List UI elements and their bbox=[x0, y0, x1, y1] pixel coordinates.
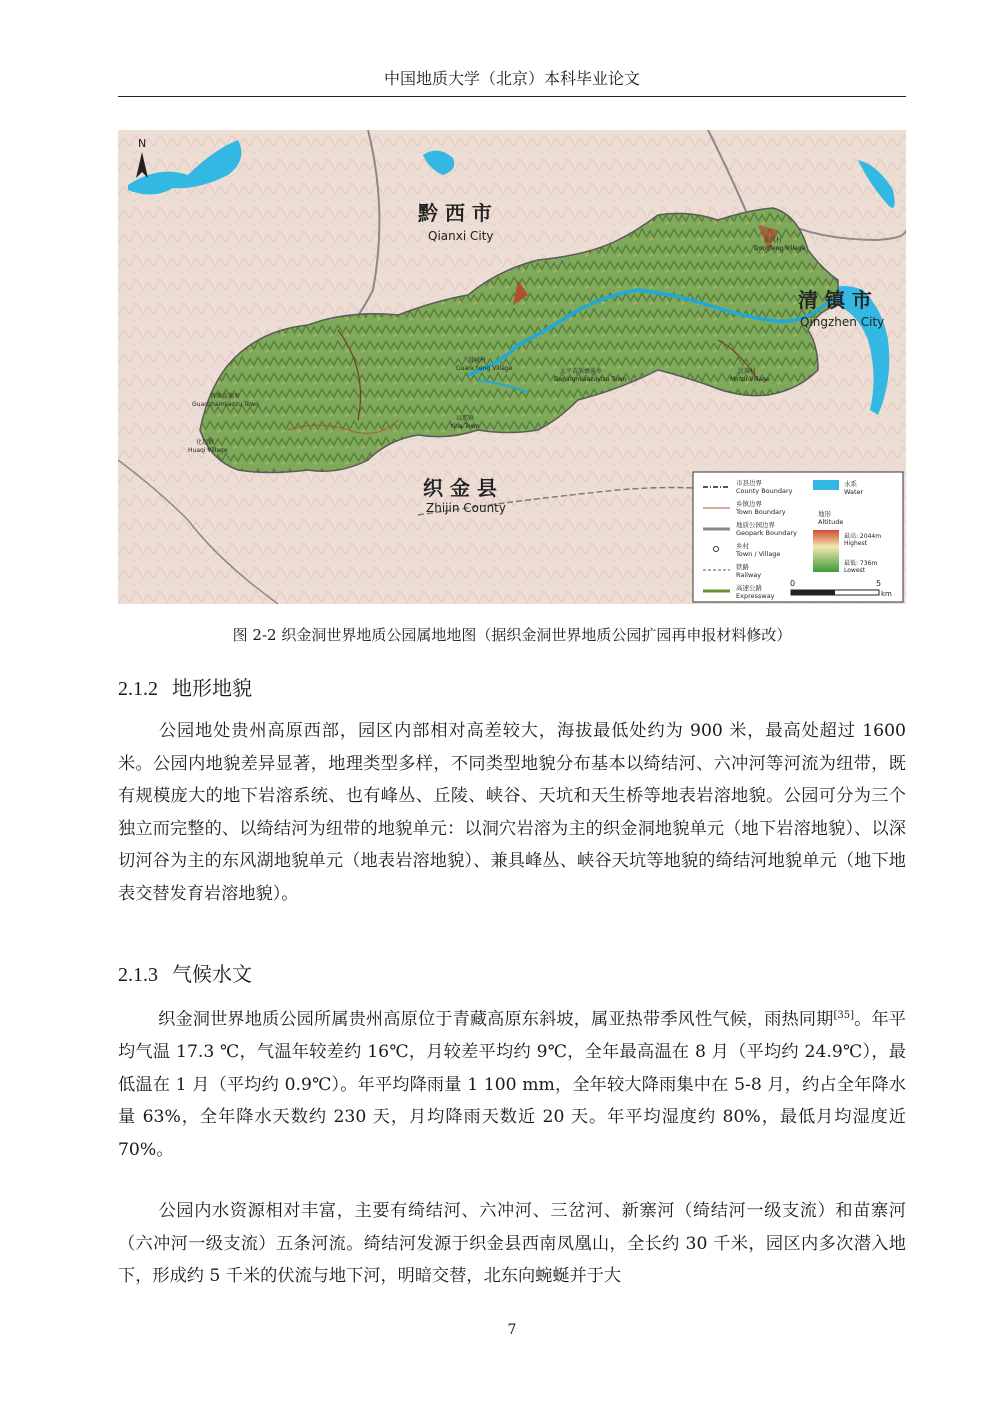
svg-text:市县边界: 市县边界 bbox=[736, 479, 762, 487]
geopark-map bbox=[118, 130, 906, 604]
paragraph-text: 公园地处贵州高原西部，园区内部相对高差较大，海拔最低处约为 900 米，最高处超过 1600 米。公园内地貌差异显著，地理类型多样，不同类型地貌分布基本以绮结河、六冲河等河流为纽带，既有规模庞大的地下岩溶系统、也有峰丛、丘陵、峡谷、天坑和天生桥等地表岩溶地貌。公园可分为三个独立而完整的、以绮结河为纽带的地貌单元：以洞穴岩溶为主的织金洞地貌单元（地下岩溶地貌）、以深切河谷为主的东风湖地貌单元（地表岩溶地貌）、兼具峰丛、峡谷天坑等地貌的绮结河地貌单元（地下地表交替发育岩溶地貌）。 bbox=[118, 721, 906, 904]
svg-text:地形: 地形 bbox=[818, 510, 831, 518]
svg-text:Altitude: Altitude bbox=[818, 518, 844, 526]
section-number: 2.1.2 bbox=[118, 678, 158, 700]
svg-text:最高: 2044m: 最高: 2044m bbox=[844, 533, 882, 540]
section-heading bbox=[118, 672, 252, 701]
svg-text:Expressway: Expressway bbox=[736, 592, 775, 600]
paragraph bbox=[118, 1195, 906, 1293]
svg-text:铁路: 铁路 bbox=[736, 563, 749, 571]
svg-text:0: 0 bbox=[790, 579, 796, 588]
svg-text:Highest: Highest bbox=[844, 540, 867, 547]
village-label-en: Minzu Village bbox=[730, 376, 770, 383]
page-number: 7 bbox=[507, 1322, 517, 1338]
village-label: 东风村 bbox=[764, 237, 783, 244]
section-number: 2.1.3 bbox=[118, 964, 158, 986]
svg-text:乡镇边界: 乡镇边界 bbox=[736, 500, 762, 508]
village-label: 民族村 bbox=[738, 368, 757, 375]
svg-text:5: 5 bbox=[876, 579, 882, 588]
village-label: 大平苗族彝族乡 bbox=[560, 368, 603, 375]
header-rule bbox=[118, 96, 906, 97]
city-label-qianxi: 黔 西 市 bbox=[418, 201, 492, 225]
altitude-gradient bbox=[813, 530, 839, 572]
village-label-en: Guancheng Village bbox=[456, 365, 513, 372]
paragraph-text: 公园内水资源相对丰富，主要有绮结河、六冲河、三岔河、新寨河（绮结河一级支流）和苗寨河（六冲河一级支流）五条河流。绮结河发源于织金县西南凤凰山，全长约 30 千米，园区内多次潜入地下，形成约 5 千米的伏流与地下河，明暗交替，北东向蜿蜒并于大 bbox=[118, 1201, 906, 1286]
city-label-qingzhen: 清 镇 市 bbox=[798, 288, 872, 312]
svg-text:Geopark Boundary: Geopark Boundary bbox=[736, 529, 797, 537]
svg-text:Lowest: Lowest bbox=[844, 567, 865, 574]
svg-text:最低: 736m: 最低: 736m bbox=[844, 560, 878, 567]
village-label: 以那镇 bbox=[456, 415, 475, 422]
village-label: 贯城村 bbox=[468, 357, 487, 364]
village-label-en: Yina Town bbox=[450, 423, 480, 430]
svg-text:County Boundary: County Boundary bbox=[736, 487, 793, 495]
section-title: 气候水文 bbox=[172, 962, 252, 986]
section-title: 地形地貌 bbox=[172, 676, 252, 700]
legend-water-swatch bbox=[813, 480, 839, 490]
village-label-en: Dongfeng Village bbox=[754, 245, 806, 252]
village-label-en: Huaqi Village bbox=[188, 447, 228, 454]
village-label: 化起镇 bbox=[196, 439, 215, 446]
figure-caption: 图 2-2 织金洞世界地质公园属地地图（据织金洞世界地质公园扩园再申报材料修改） bbox=[232, 626, 792, 644]
svg-text:乡村: 乡村 bbox=[736, 542, 749, 550]
north-label: N bbox=[138, 137, 147, 150]
citation: [35] bbox=[833, 1010, 855, 1021]
paragraph bbox=[118, 1000, 906, 1166]
running-header: 中国地质大学（北京）本科毕业论文 bbox=[383, 69, 640, 88]
paragraph-text: 。年平均气温 17.3 ℃，气温年较差约 16℃，月较差平均约 9℃，全年最高温在 8 月（平均约 24.9℃），最低温在 1 月（平均约 0.9℃）。年平均降雨量 1 100 mm，全年较大降雨集中在 5-8 月，约占全年降水量 63%，全年降水天数约 230 天，月均降雨天数近 20 天。年平均湿度约 80%，最低月均湿度近 70%。 bbox=[118, 1009, 906, 1160]
city-label-qianxi-en: Qianxi City bbox=[428, 229, 494, 243]
paragraph-text: 织金洞世界地质公园所属贵州高原位于青藏高原东斜坡，属亚热带季风性气候，雨热同期 bbox=[158, 1009, 834, 1030]
svg-text:Railway: Railway bbox=[736, 571, 762, 579]
svg-text:高速公路: 高速公路 bbox=[736, 584, 762, 592]
svg-text:水系: 水系 bbox=[844, 480, 857, 488]
svg-text:Town / Village: Town / Village bbox=[736, 550, 781, 558]
city-label-qingzhen-en: Qingzhen City bbox=[800, 315, 885, 329]
village-label-en: Guanzhaimiaozu Town bbox=[192, 401, 259, 408]
paragraph bbox=[118, 715, 906, 910]
village-label-en: Dapingmiaozuyizu Town bbox=[554, 376, 627, 383]
city-label-zhijin: 织 金 县 bbox=[423, 476, 497, 500]
city-label-zhijin-en: Zhijin County bbox=[426, 501, 506, 515]
village-label: 官寨苗族乡 bbox=[210, 393, 241, 400]
map-legend bbox=[693, 472, 903, 602]
svg-text:Town Boundary: Town Boundary bbox=[736, 508, 786, 516]
svg-text:Water: Water bbox=[844, 488, 864, 496]
section-heading bbox=[118, 958, 252, 987]
svg-text:地质公园边界: 地质公园边界 bbox=[736, 521, 775, 529]
svg-text:km: km bbox=[881, 590, 892, 598]
